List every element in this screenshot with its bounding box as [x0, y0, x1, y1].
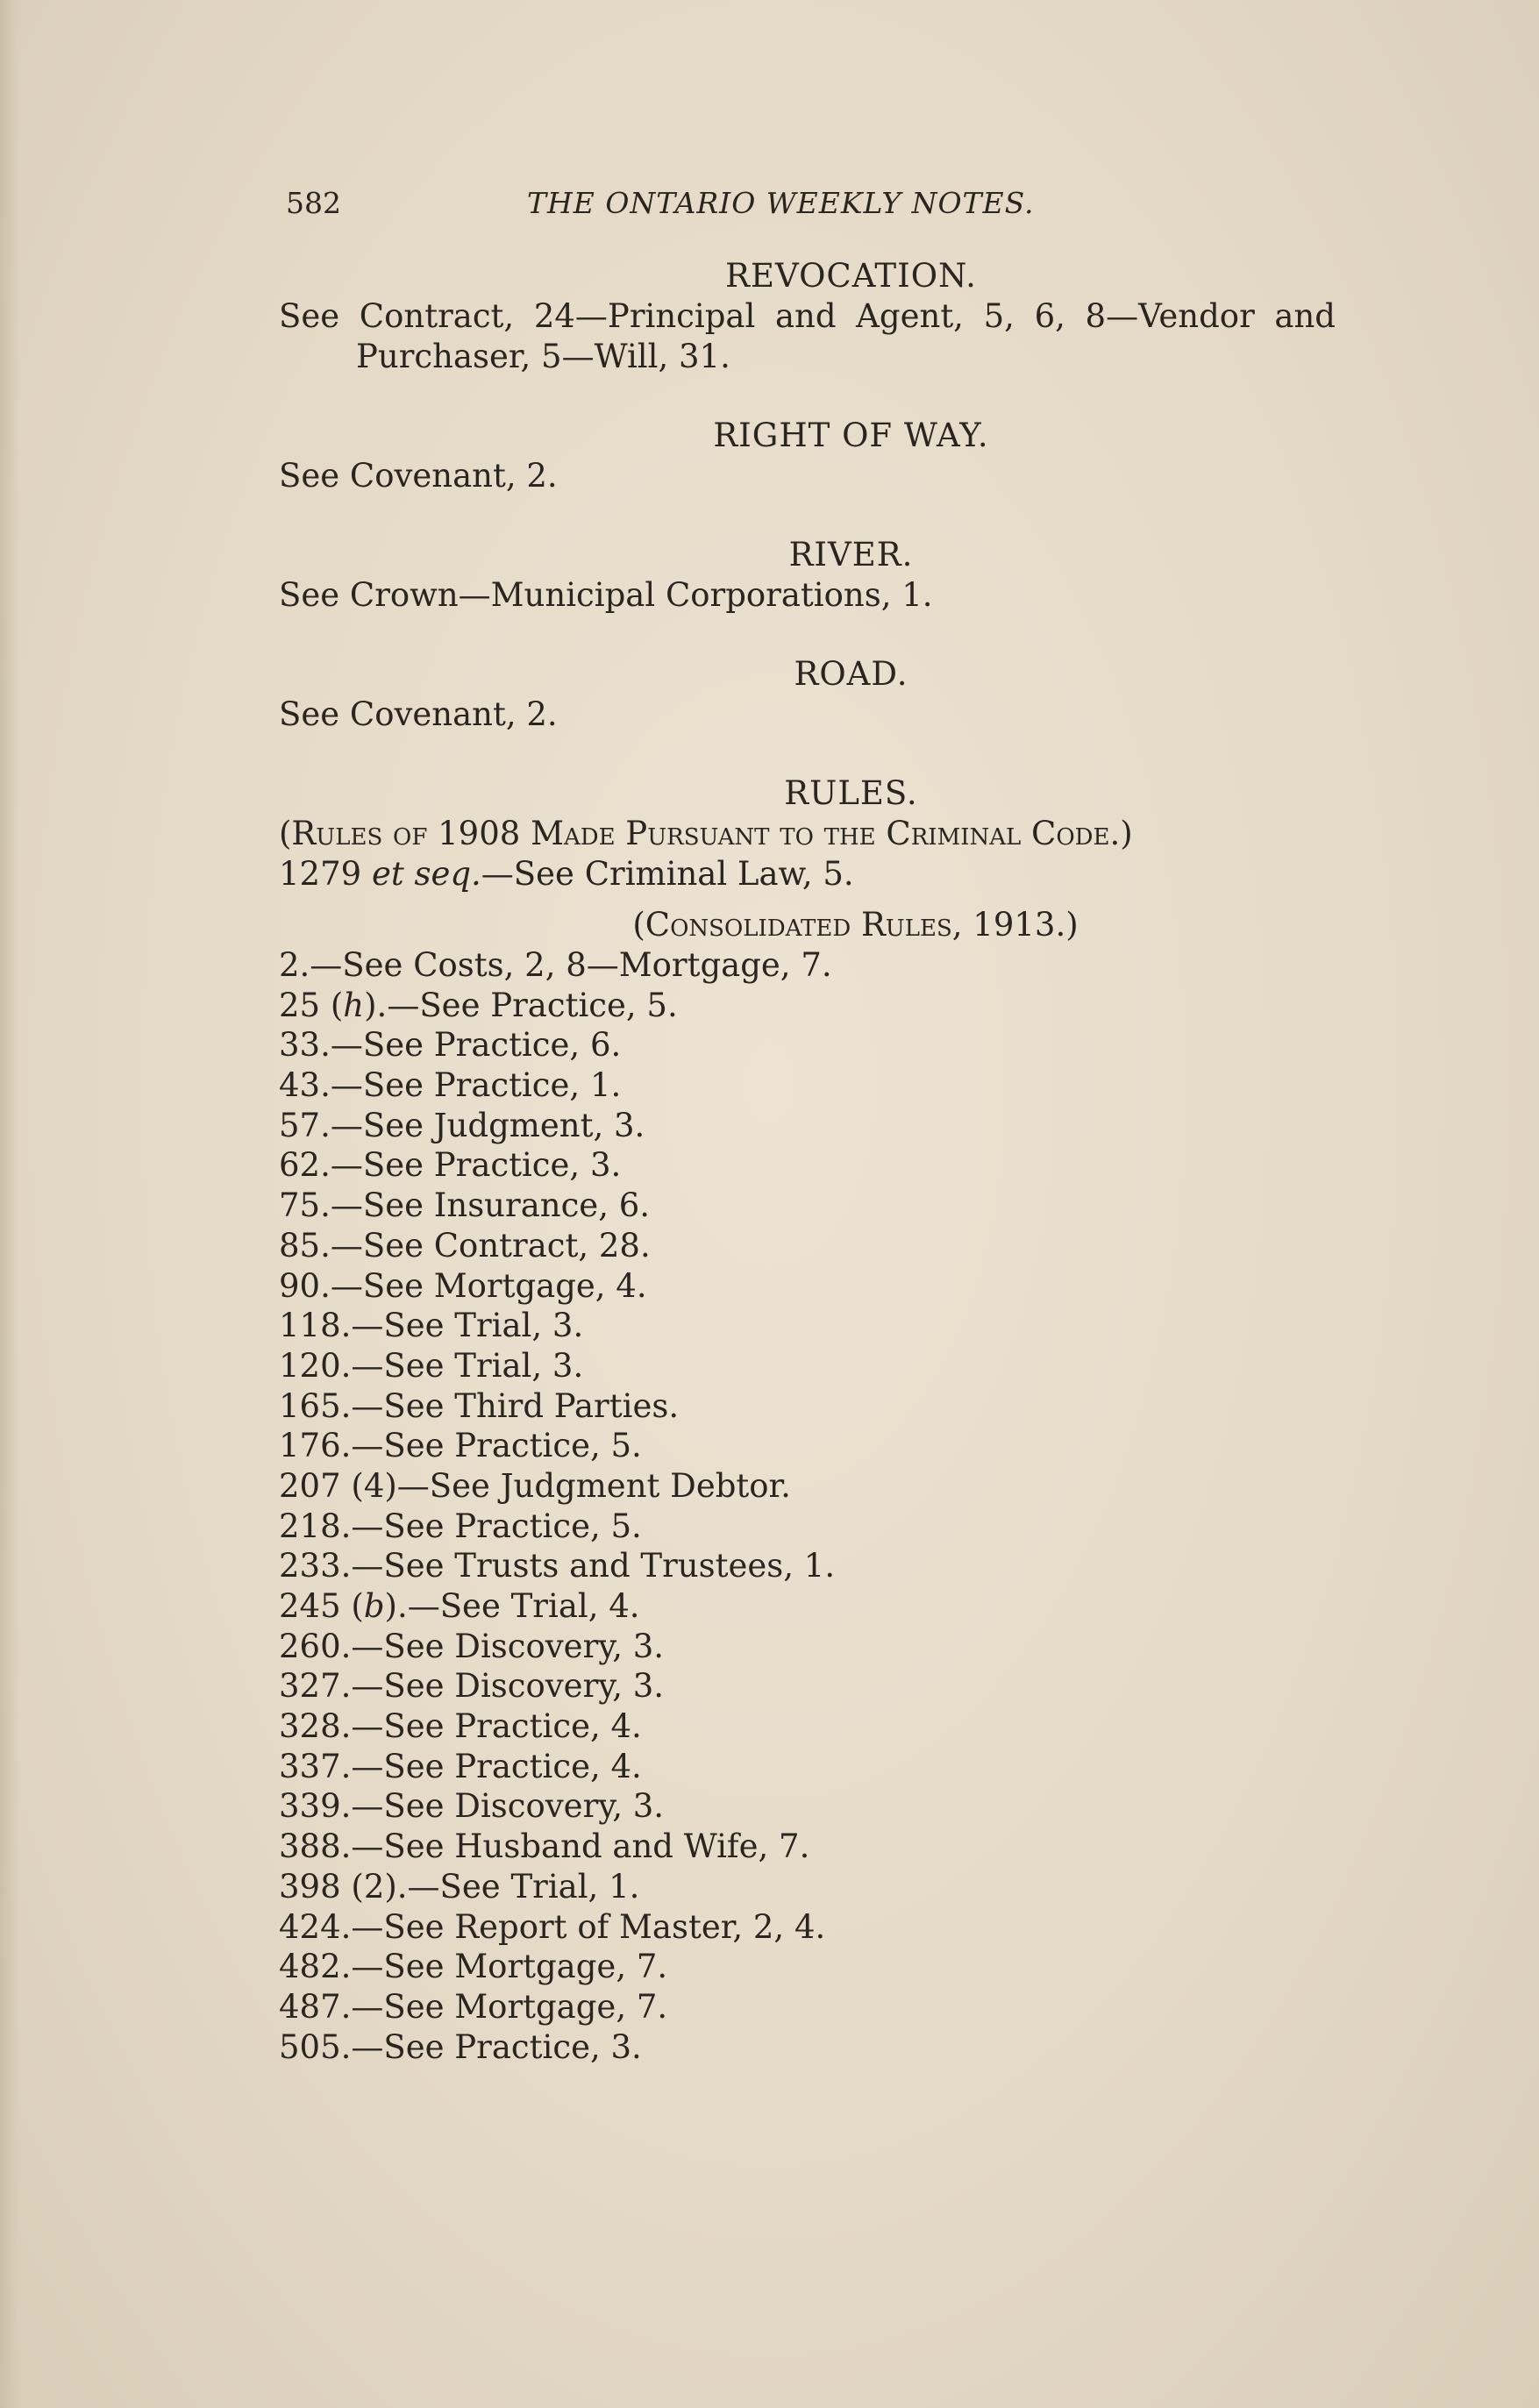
rule-entry: 165.—See Third Parties. — [279, 1386, 680, 1425]
rule-entry: 62.—See Practice, 3. — [279, 1146, 622, 1185]
rule-entry: 2.—See Costs, 2, 8—Mortgage, 7. — [279, 946, 832, 984]
rule-entry: 328.—See Practice, 4. — [279, 1707, 642, 1746]
index-entry: See Contract, 24—Principal and Agent, 5, 6, 8—Vendor and — [279, 297, 1336, 335]
rule-entry: 33.—See Practice, 6. — [279, 1026, 622, 1065]
rule-entry: 245 (b).—See Trial, 4. — [279, 1587, 640, 1625]
rule-entry: 118.—See Trial, 3. — [279, 1307, 584, 1345]
index-entry-continuation: Purchaser, 5—Will, 31. — [356, 338, 730, 375]
rules-consolidated-subheading: (Consolidated Rules, 1913.) — [632, 906, 1079, 944]
section-heading-river: RIVER. — [788, 536, 914, 574]
rule-entry: 505.—See Practice, 3. — [279, 2027, 642, 2066]
page-header — [286, 186, 1347, 230]
rule-entry: 482.—See Mortgage, 7. — [279, 1948, 668, 1986]
rule-entry: 25 (h).—See Practice, 5. — [279, 986, 678, 1024]
rule-entry: 207 (4)—See Judgment Debtor. — [279, 1466, 791, 1505]
section-heading-right-of-way: RIGHT OF WAY. — [713, 417, 989, 454]
rule-entry: 233.—See Trusts and Trustees, 1. — [279, 1547, 836, 1585]
page-number: 582 — [286, 186, 341, 220]
page-spine-shadow — [0, 0, 19, 2408]
index-content — [279, 256, 1336, 2067]
rule-entry: 57.—See Judgment, 3. — [279, 1106, 645, 1144]
rule-entry: 120.—See Trial, 3. — [279, 1346, 584, 1385]
rule-entry: 487.—See Mortgage, 7. — [279, 1987, 668, 2026]
running-title: THE ONTARIO WEEKLY NOTES. — [527, 186, 1035, 220]
rule-entry: 218.—See Practice, 5. — [279, 1507, 642, 1545]
index-entry: See Crown—Municipal Corporations, 1. — [279, 576, 933, 614]
rule-entry: 260.—See Discovery, 3. — [279, 1627, 665, 1665]
rule-entry: 90.—See Mortgage, 4. — [279, 1266, 647, 1305]
rule-entry: 339.—See Discovery, 3. — [279, 1787, 665, 1826]
rule-entry: 337.—See Practice, 4. — [279, 1747, 642, 1785]
section-heading-revocation: REVOCATION. — [725, 257, 977, 295]
rules-criminal-code-subheading: (Rules of 1908 Made Pursuant to the Criminal Code.) — [279, 815, 1133, 852]
rules-criminal-code-entry — [279, 854, 1336, 894]
rule-entry: 176.—See Practice, 5. — [279, 1427, 642, 1465]
rule-entry: 75.—See Insurance, 6. — [279, 1186, 651, 1225]
section-heading-rules: RULES. — [784, 774, 918, 812]
section-heading-road: ROAD. — [794, 655, 908, 693]
index-entry: See Covenant, 2. — [279, 457, 558, 495]
rule-reference: —See Criminal Law, 5. — [481, 855, 854, 893]
rule-entry: 43.—See Practice, 1. — [279, 1066, 622, 1105]
index-entry: See Covenant, 2. — [279, 695, 558, 733]
rule-number: 1279 — [279, 855, 362, 893]
rule-entry: 398 (2).—See Trial, 1. — [279, 1867, 640, 1906]
rule-entry: 327.—See Discovery, 3. — [279, 1667, 665, 1706]
rule-entry: 388.—See Husband and Wife, 7. — [279, 1827, 810, 1866]
rule-entry: 424.—See Report of Master, 2, 4. — [279, 1907, 826, 1946]
rule-number-suffix: et seq. — [371, 855, 481, 893]
rule-entry: 85.—See Contract, 28. — [279, 1226, 651, 1265]
rules-entry-list — [279, 945, 1336, 2067]
